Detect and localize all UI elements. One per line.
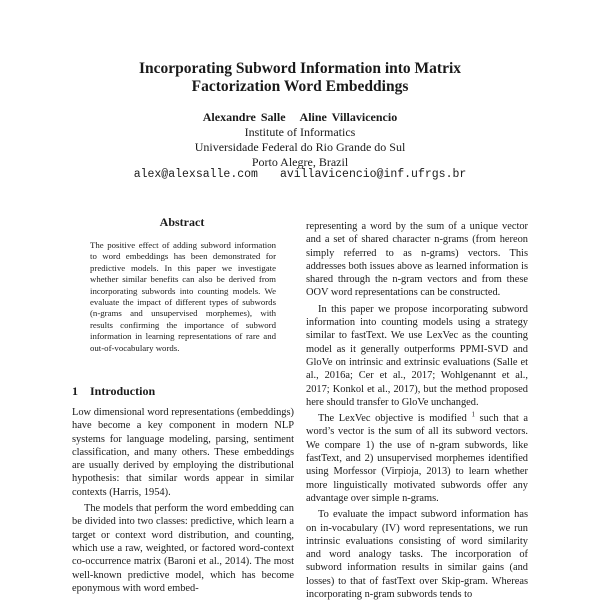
right-paragraph-4: To evaluate the impact subword information has on in-vocabulary (IV) word representations, we run intrinsic evaluations consisting of word similarity and word analogy tasks. The incorporation of subword information results in similar gains (and losses) to that of fastText over Skip-gram. Whereas incorporating n-gram subwords tends to (306, 509, 528, 601)
right-paragraph-3-start: The LexVec objective is modified (318, 413, 472, 425)
title-line-2: Factorization Word Embeddings (191, 78, 409, 95)
affiliation-line-1: Institute of Informatics (244, 125, 356, 139)
author-1: Alexandre Salle (202, 110, 286, 124)
intro-paragraph-1: Low dimensional word representations (embeddings) have become a key component in modern NLP systems for language modeling, parsing, sentiment classification, and many others. These embeddings are usually derived by employing the distributional hypothesis: that similar words appear in similar contexts (Harris, 1954). (72, 407, 294, 498)
right-paragraph-3-end: such that a word’s vector is the sum of all its subword vectors. We compare 1) the use of n-gram subwords, like fastText, and 2) unsupervised morphemes identified using Morfessor (Virpioja, 2013) to learn whether more linguistically motivated subwords offer any advantage over simple n-grams. (306, 413, 528, 504)
affiliation-line-3: Porto Alegre, Brazil (251, 155, 349, 169)
section-number: 1 (72, 384, 78, 398)
section-title: Introduction (90, 384, 156, 398)
right-paragraph-1: representing a word by the sum of a unique vector and a set of shared character n-grams (from hereon simply referred to as n-grams) vectors. This addresses both issues above as learned information is shared through the n-gram vectors and from these OOV word representations can be constructed. (306, 221, 528, 299)
author-emails (0, 168, 600, 182)
email-2: avillavicencio@inf.ufrgs.br (279, 168, 467, 181)
affiliation-line-2: Universidade Federal do Rio Grande do Sul (194, 140, 406, 154)
abstract-heading: Abstract (159, 215, 205, 229)
right-paragraph-2: In this paper we propose incorporating subword information into counting models using a strategy similar to fastText. We use LexVec as the counting model as it generally outperforms PPMI-SVD and GloVe on intrinsic and extrinsic evaluations (Salle et al., 2016a; Cer et al., 2017; Wohlgenannt et al., 2017; Konkol et al., 2017), but the method proposed here should transfer to GloVe unchanged. (306, 303, 528, 408)
section-heading-introduction (72, 384, 155, 399)
right-paragraph-3 (306, 412, 528, 505)
abstract-text: The positive effect of adding subword information to word embeddings has been demonstrated for predictive models. In this paper we investigate whether similar benefits can also be derived from incorporating subwords into counting models. We evaluate the impact of different types of subwords (n-grams and unsupervised morphemes), with results confirming the importance of subword information in learning representations of rare and out-of-vocabulary words. (90, 240, 276, 353)
author-names (0, 110, 600, 125)
right-column-body (306, 220, 528, 604)
left-column-body (72, 406, 294, 598)
author-2: Aline Villavicencio (299, 110, 398, 124)
intro-paragraph-2: The models that perform the word embedding can be divided into two classes: predictive, which learn a target or context word distribution, and counting, which use a raw, weighted, or factored word-context co-occurrence matrix (Baroni et al., 2014). The most well-known predictive model, which has become eponymous with word embed- (72, 503, 294, 594)
title-line-1: Incorporating Subword Information into Matrix (138, 60, 462, 77)
email-1: alex@alexsalle.com (133, 168, 258, 181)
paper-title (0, 60, 600, 96)
footnote-marker[interactable]: 1 (471, 410, 475, 419)
author-block (0, 110, 600, 170)
